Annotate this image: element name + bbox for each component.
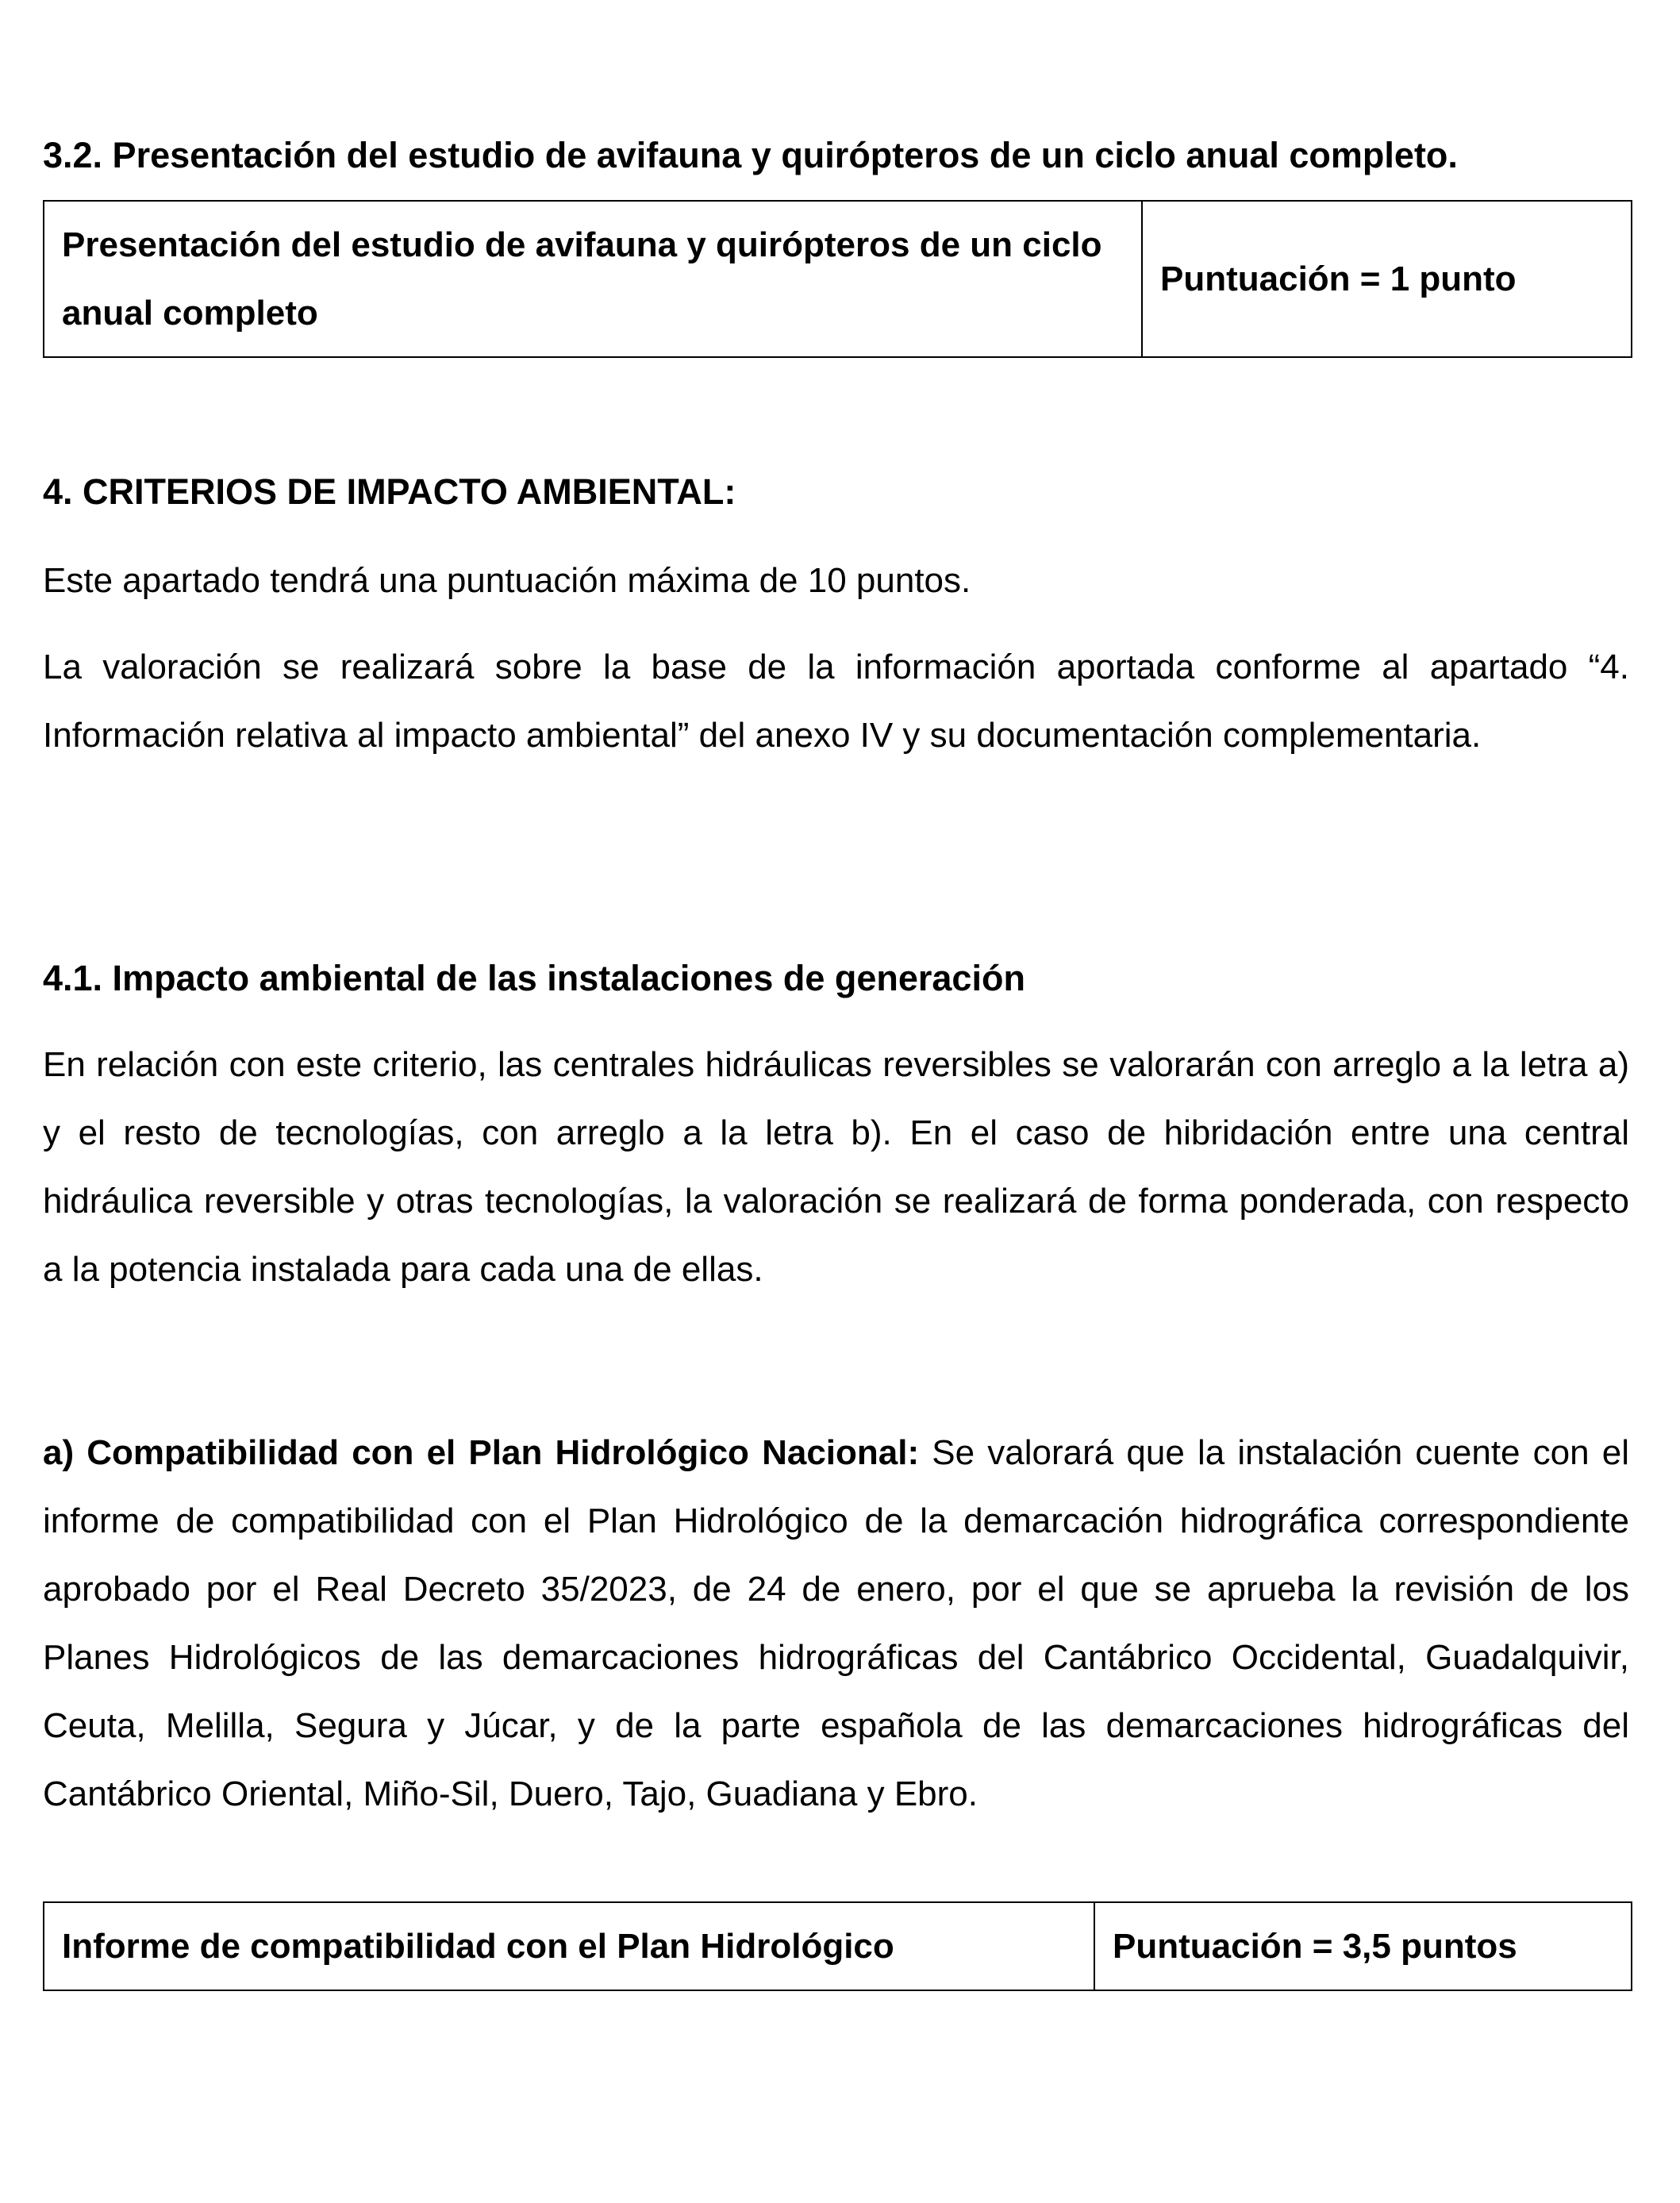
section-4-1-heading: 4.1. Impacto ambiental de las instalaciones de generación	[43, 958, 1025, 998]
score-cell: Puntuación = 3,5 puntos	[1094, 1902, 1632, 1990]
criterion-cell: Presentación del estudio de avifauna y quirópteros de un ciclo anual completo	[44, 201, 1142, 357]
criterion-cell: Informe de compatibilidad con el Plan Hidrológico	[44, 1902, 1094, 1990]
table-row	[44, 201, 1632, 357]
table-row	[44, 1902, 1632, 1990]
section-3-2-heading: 3.2. Presentación del estudio de avifauna y quirópteros de un ciclo anual completo.	[43, 135, 1458, 175]
section-4-1-paragraph: En relación con este criterio, las centrales hidráulicas reversibles se valorarán con arreglo a la letra a) y el resto de tecnologías, con arreglo a la letra b). En el caso de hibridación entre una central hidráulica reversible y otras tecnologías, la valoración se realizará de forma ponderada, con respecto a la potencia instalada para cada una de ellas.	[43, 1045, 1629, 1289]
section-4-heading: 4. CRITERIOS DE IMPACTO AMBIENTAL:	[43, 471, 736, 512]
item-a-paragraph	[43, 1419, 1629, 1828]
section-4-paragraph-max-score: Este apartado tendrá una puntuación máxima de 10 puntos.	[43, 561, 971, 600]
item-a-lead: a) Compatibilidad con el Plan Hidrológico Nacional:	[43, 1433, 920, 1472]
score-cell: Puntuación = 1 punto	[1142, 201, 1632, 357]
score-table-avifauna	[43, 200, 1632, 358]
section-4-paragraph-valoracion: La valoración se realizará sobre la base de la información aportada conforme al apartado “4. Información relativa al impacto ambiental” del anexo IV y su documentación complementaria.	[43, 648, 1629, 755]
item-a-text: Se valorará que la instalación cuente con el informe de compatibilidad con el Plan Hidrológico de la demarcación hidrográfica correspondiente aprobado por el Real Decreto 35/2023, de 24 de enero, por el que se aprueba la revisión de los Planes Hidrológicos de las demarcaciones hidrográficas del Cantábrico Occidental, Guadalquivir, Ceuta, Melilla, Segura y Júcar, y de la parte española de las demarcaciones hidrográficas del Cantábrico Oriental, Miño-Sil, Duero, Tajo, Guadiana y Ebro.	[43, 1433, 1630, 1813]
score-table-plan-hidrologico	[43, 1901, 1632, 1991]
